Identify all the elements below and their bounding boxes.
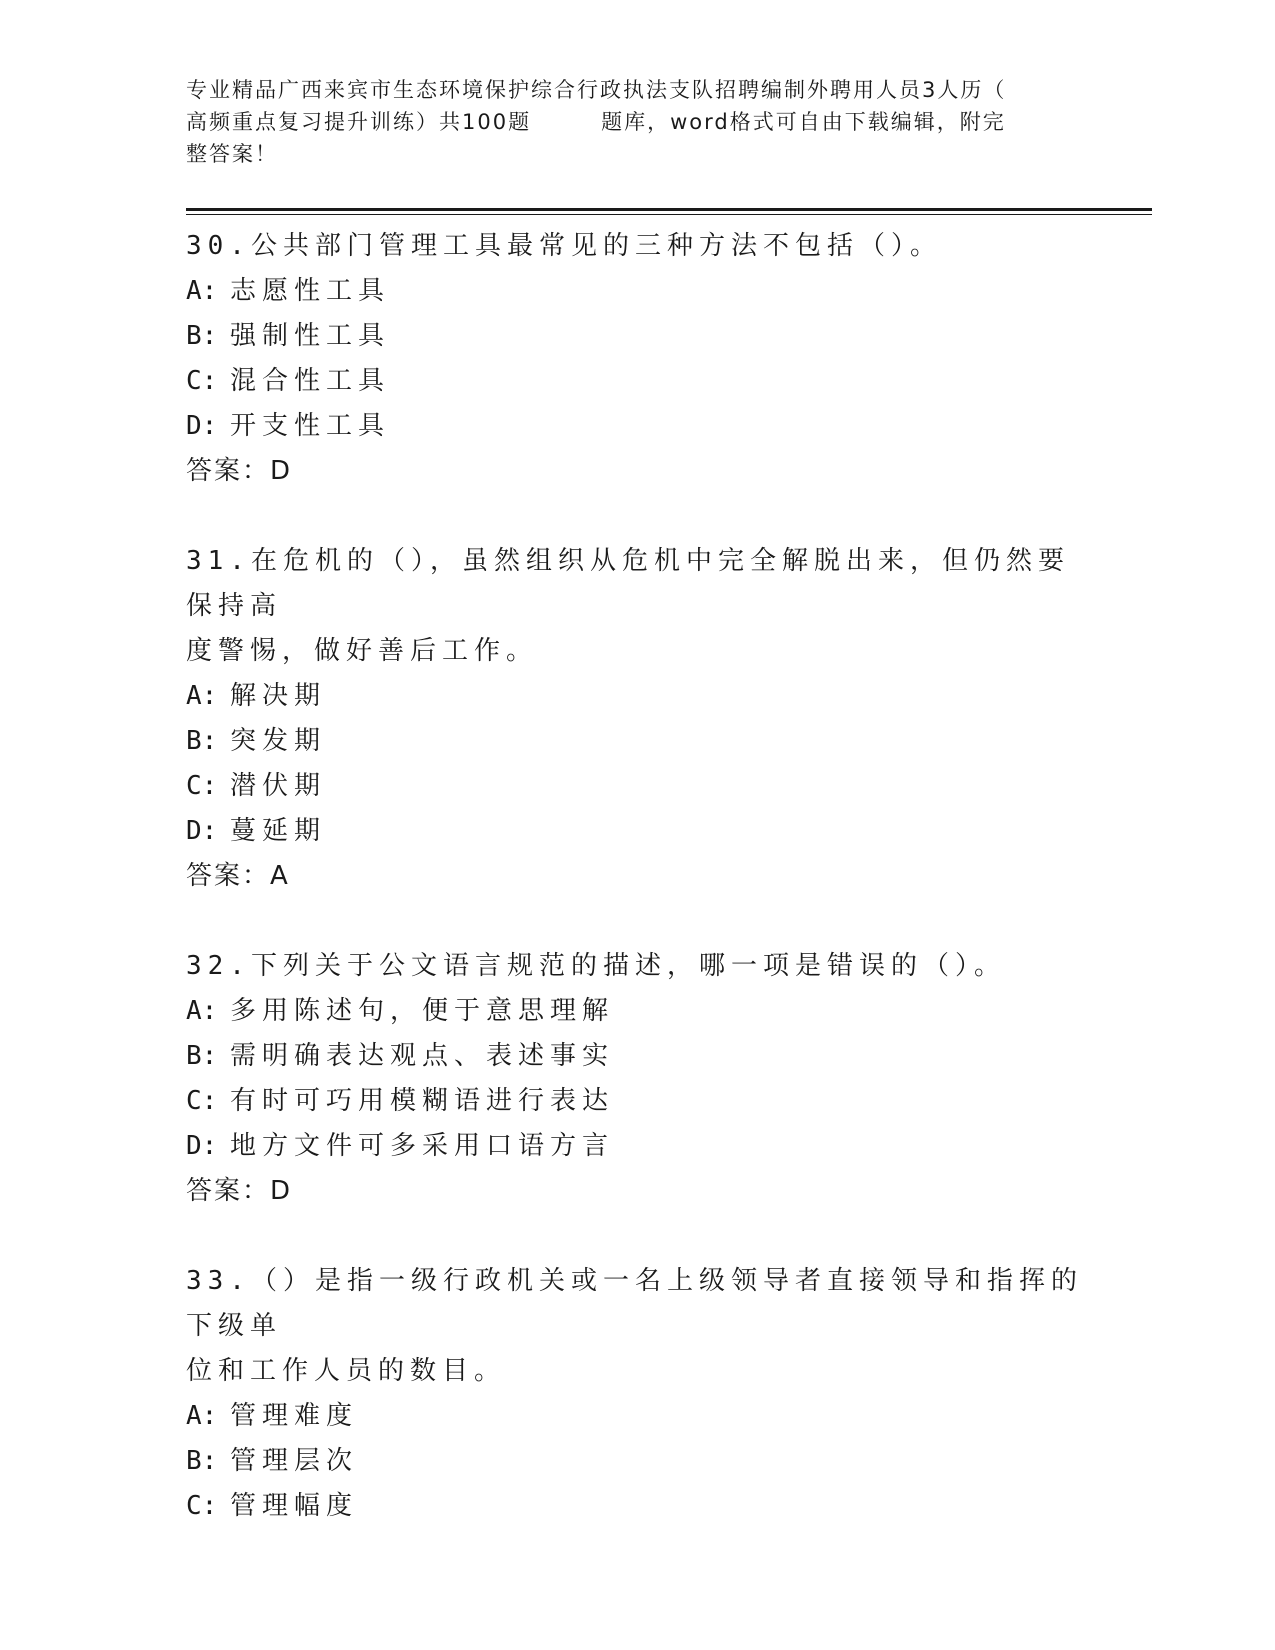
question-33	[186, 1259, 1086, 1529]
option-key: C:	[186, 1491, 218, 1521]
option-key: D:	[186, 816, 218, 846]
header-divider-thin	[186, 214, 1152, 215]
option-a	[186, 1394, 1086, 1439]
option-text: 多用陈述句，便于意思理解	[230, 996, 615, 1026]
option-a	[186, 674, 1086, 719]
question-stem	[186, 1259, 1086, 1394]
header-line-3: 整答案！	[186, 142, 278, 166]
option-key: C:	[186, 771, 218, 801]
question-stem-line: 31.在危机的（），虽然组织从危机中完全解脱出来，但仍然要保持高	[186, 546, 1070, 621]
question-30	[186, 224, 1086, 494]
option-a	[186, 269, 1086, 314]
option-b	[186, 719, 1086, 764]
question-stem	[186, 224, 1086, 269]
question-spacer	[186, 494, 1086, 539]
question-32	[186, 944, 1086, 1214]
option-d	[186, 1124, 1086, 1169]
question-stem-line: 度警惕，做好善后工作。	[186, 636, 539, 666]
answer-line: 答案：A	[186, 861, 290, 891]
option-key: B:	[186, 1041, 218, 1071]
header-divider-thick	[186, 208, 1152, 211]
option-a	[186, 989, 1086, 1034]
answer-line: 答案：D	[186, 456, 293, 486]
option-text: 管理难度	[230, 1401, 359, 1431]
option-text: 管理层次	[230, 1446, 359, 1476]
option-key: D:	[186, 411, 218, 441]
header-line-2	[186, 106, 1086, 138]
option-key: C:	[186, 1086, 218, 1116]
option-d	[186, 404, 1086, 449]
option-text: 潜伏期	[230, 771, 327, 801]
option-text: 强制性工具	[230, 321, 391, 351]
question-spacer	[186, 1214, 1086, 1259]
question-stem-line: 30.公共部门管理工具最常见的三种方法不包括（）。	[186, 231, 942, 261]
question-stem	[186, 539, 1086, 674]
question-stem-line: 32.下列关于公文语言规范的描述，哪一项是错误的（）。	[186, 951, 1006, 981]
option-c	[186, 359, 1086, 404]
option-text: 地方文件可多采用口语方言	[230, 1131, 615, 1161]
option-text: 突发期	[230, 726, 327, 756]
document-header	[186, 74, 1086, 170]
option-key: B:	[186, 1446, 218, 1476]
option-key: C:	[186, 366, 218, 396]
option-text: 志愿性工具	[230, 276, 391, 306]
option-key: B:	[186, 726, 218, 756]
option-b	[186, 1034, 1086, 1079]
option-d	[186, 809, 1086, 854]
question-31	[186, 539, 1086, 899]
header-line-2-part-1: 高频重点复习提升训练）共100题	[186, 110, 532, 134]
option-key: B:	[186, 321, 218, 351]
header-line-2-part-2: 题库，word格式可自由下载编辑，附完	[601, 110, 1006, 134]
header-line-1: 专业精品广西来宾市生态环境保护综合行政执法支队招聘编制外聘用人员3人历（	[186, 78, 1007, 102]
option-key: A:	[186, 1401, 218, 1431]
option-key: A:	[186, 996, 218, 1026]
option-key: A:	[186, 276, 218, 306]
question-list	[186, 224, 1086, 1529]
option-text: 开支性工具	[230, 411, 391, 441]
answer-line: 答案：D	[186, 1176, 293, 1206]
question-stem	[186, 944, 1086, 989]
option-c	[186, 1484, 1086, 1529]
option-text: 蔓延期	[230, 816, 327, 846]
option-c	[186, 1079, 1086, 1124]
option-b	[186, 314, 1086, 359]
option-text: 需明确表达观点、表述事实	[230, 1041, 615, 1071]
option-text: 有时可巧用模糊语进行表达	[230, 1086, 615, 1116]
option-text: 混合性工具	[230, 366, 391, 396]
question-spacer	[186, 899, 1086, 944]
question-stem-line: 位和工作人员的数目。	[186, 1356, 507, 1386]
option-text: 解决期	[230, 681, 327, 711]
option-key: A:	[186, 681, 218, 711]
question-stem-line: 33.（）是指一级行政机关或一名上级领导者直接领导和指挥的下级单	[186, 1266, 1083, 1341]
option-b	[186, 1439, 1086, 1484]
option-c	[186, 764, 1086, 809]
option-key: D:	[186, 1131, 218, 1161]
option-text: 管理幅度	[230, 1491, 359, 1521]
